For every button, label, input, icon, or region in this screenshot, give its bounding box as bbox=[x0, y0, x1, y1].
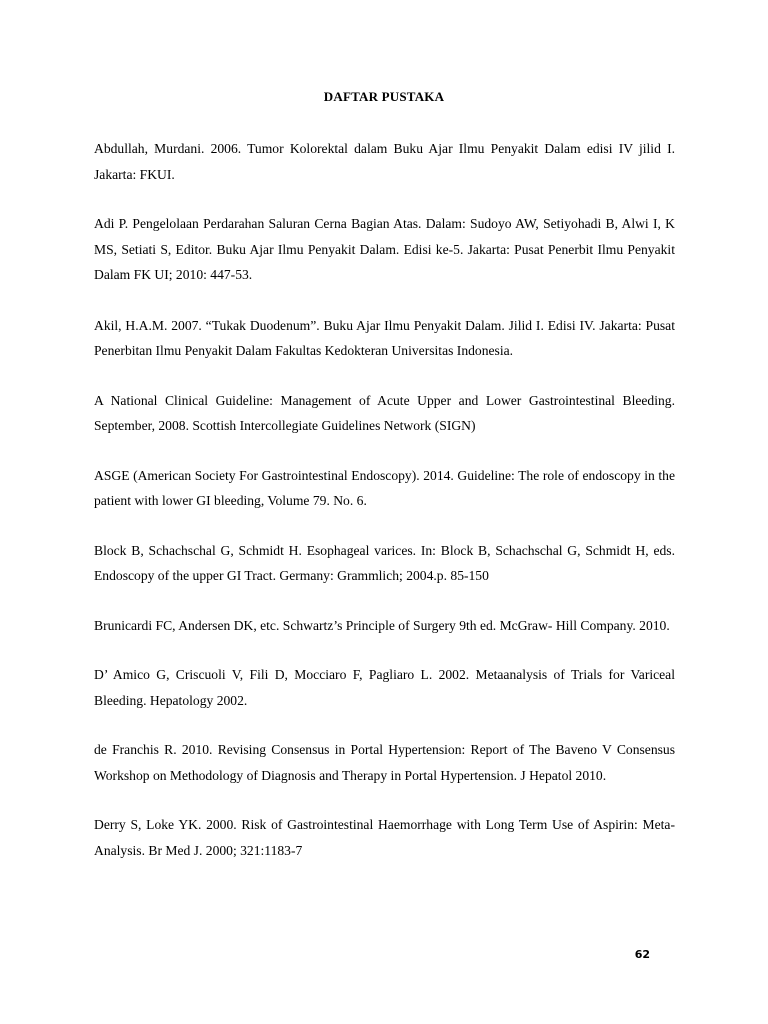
reference-entry: Block B, Schachschal G, Schmidt H. Esophageal varices. In: Block B, Schachschal G, Schmidt H, eds. Endoscopy of the upper GI Tract. Germany: Grammlich; 2004.p. 85-150 bbox=[94, 542, 675, 583]
reference-entry: de Franchis R. 2010. Revising Consensus in Portal Hypertension: Report of The Baveno V Consensus Workshop on Methodology of Diagnosis and Therapy in Portal Hypertension. J Hepatol 2010. bbox=[94, 742, 675, 783]
reference-entry: Abdullah, Murdani. 2006. Tumor Kolorektal dalam Buku Ajar Ilmu Penyakit Dalam edisi IV jilid I. Jakarta: FKUI. bbox=[94, 141, 675, 182]
reference-entry: ASGE (American Society For Gastrointestinal Endoscopy). 2014. Guideline: The role of endoscopy in the patient with lower GI bleeding, Volume 79. No. 6. bbox=[94, 467, 675, 508]
reference-entry: A National Clinical Guideline: Management of Acute Upper and Lower Gastrointestinal Bleeding. September, 2008. Scottish Intercollegiate Guidelines Network (SIGN) bbox=[94, 392, 675, 433]
reference-entry: Brunicardi FC, Andersen DK, etc. Schwartz’s Principle of Surgery 9th ed. McGraw- Hill Company. 2010. bbox=[94, 617, 670, 633]
reference-entry: Derry S, Loke YK. 2000. Risk of Gastrointestinal Haemorrhage with Long Term Use of Aspirin: Meta-Analysis. Br Med J. 2000; 321:1183-7 bbox=[94, 817, 675, 858]
reference-list bbox=[94, 136, 675, 887]
page-title: DAFTAR PUSTAKA bbox=[323, 89, 445, 104]
reference-entry: Adi P. Pengelolaan Perdarahan Saluran Cerna Bagian Atas. Dalam: Sudoyo AW, Setiyohadi B, Alwi I, K MS, Setiati S, Editor. Buku Ajar Ilmu Penyakit Dalam. Edisi ke-5. Jakarta: Pusat Penerbit Ilmu Penyakit Dalam FK UI; 2010: 447-53. bbox=[94, 216, 675, 282]
reference-entry: D’ Amico G, Criscuoli V, Fili D, Mocciaro F, Pagliaro L. 2002. Metaanalysis of Trials for Variceal Bleeding. Hepatology 2002. bbox=[94, 667, 675, 708]
reference-entry: Akil, H.A.M. 2007. “Tukak Duodenum”. Buku Ajar Ilmu Penyakit Dalam. Jilid I. Edisi IV. Jakarta: Pusat Penerbitan Ilmu Penyakit Dalam Fakultas Kedokteran Universitas Indonesia. bbox=[94, 317, 675, 358]
page-number: 62 bbox=[634, 948, 650, 961]
